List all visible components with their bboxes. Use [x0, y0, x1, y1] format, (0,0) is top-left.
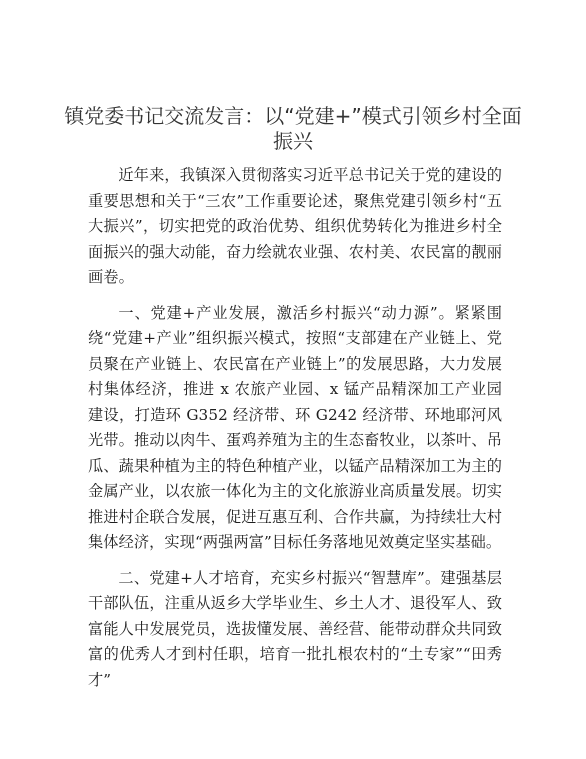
- paragraph-intro: 近年来，我镇深入贯彻落实习近平总书记关于党的建设的重要思想和关于“三农”工作重要论述，聚焦党建引领乡村“五大振兴”，切实把党的政治优势、组织优势转化为推进乡村全面振兴的强大动能，奋力绘就农业强、农村美、农民富的靓丽画卷。: [88, 166, 502, 286]
- paragraph-talent: 二、党建+人才培育，充实乡村振兴“智慧库”。建强基层干部队伍，注重从返乡大学毕业生、乡土人才、退役军人、致富能人中发展党员，选拔懂发展、善经营、能带动群众共同致富的优秀人才到村任职，培育一批扎根农村的“土专家”“田秀才”: [88, 568, 502, 689]
- document-body: [88, 163, 502, 703]
- document-title: 镇党委书记交流发言：以“党建+”模式引领乡村全面振兴: [64, 104, 522, 153]
- paragraph-industry: 一、党建+产业发展，激活乡村振兴“动力源”。紧紧围绕“党建+产业”组织振兴模式，按照“支部建在产业链上、党员聚在产业链上、农民富在产业链上”的发展思路，大力发展村集体经济，推进 x 农旅产业园、x 锰产品精深加工产业园建设，打造环 G352 经济带、环 G242 经济带、环地耶河风光带。推动以肉牛、蛋鸡养殖为主的生态畜牧业，以茶叶、吊瓜、蔬果种植为主的特色种植产业，以锰产品精深加工为主的金属产业，以农旅一体化为主的文化旅游业高质量发展。切实推进村企联合发展，促进互惠互利、合作共赢，为持续壮大村集体经济，实现“两强两富”目标任务落地见效奠定坚实基础。: [88, 303, 502, 551]
